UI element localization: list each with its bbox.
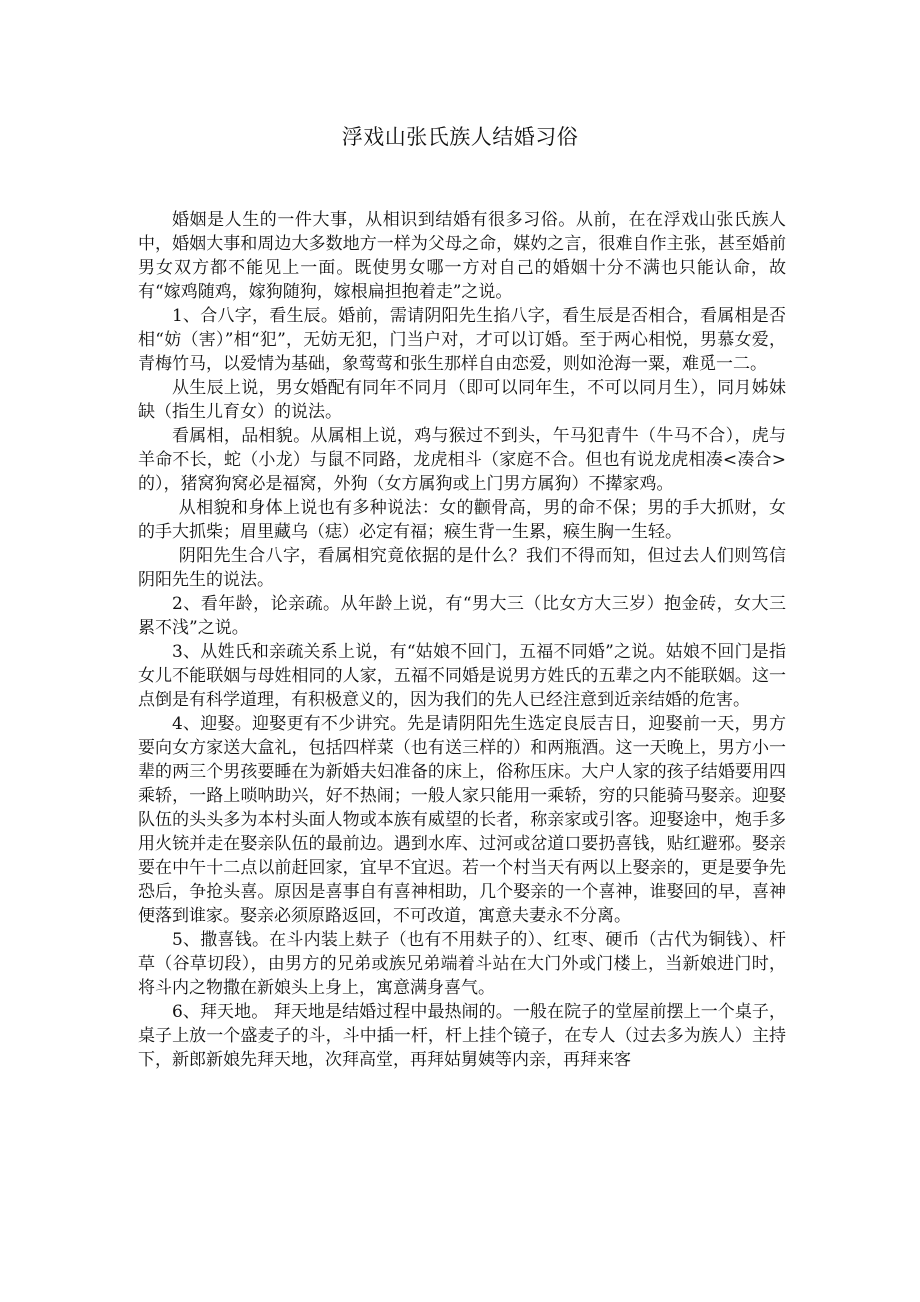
paragraph-section-5: 5、撒喜钱。在斗内装上麸子（也有不用麸子的）、红枣、硬币（古代为铜钱）、杆草（谷草切段），由男方的兄弟或族兄弟端着斗站在大门外或门楼上，当新娘进门时，将斗内之物撒在新娘头上身上，寓意满身喜气。 [138, 930, 786, 998]
paragraph-section-1: 1、合八字，看生辰。婚前，需请阴阳先生掐八字，看生辰是否相合，看属相是否相“妨（害）”相“犯”，无妨无犯，门当户对，才可以订婚。至于两心相悦，男慕女爱，青梅竹马，以爱情为基础，象莺莺和张生那样自由恋爱，则如沧海一粟，难觅一二。 [138, 306, 786, 374]
paragraph-section-4: 4、迎娶。迎娶更有不少讲究。先是请阴阳先生选定良辰吉日，迎娶前一天，男方要向女方家送大盒礼，包括四样菜（也有送三样的）和两瓶酒。这一天晚上，男方小一辈的两三个男孩要睡在为新婚夫妇准备的床上，俗称压床。大户人家的孩子结婚要用四乘轿，一路上唢呐助兴，好不热闹；一般人家只能用一乘轿，穷的只能骑马娶亲。迎娶队伍的头头多为本村头面人物或本族有威望的长者，称亲家或引客。迎娶途中，炮手多用火铳并走在娶亲队伍的最前边。遇到水库、过河或岔道口要扔喜钱，贴红避邪。娶亲要在中午十二点以前赶回家，宜早不宜迟。若一个村当天有两以上娶亲的，更是要争先恐后，争抢头喜。原因是喜事自有喜神相助，几个娶亲的一个喜神，谁娶回的早，喜神便落到谁家。娶亲必须原路返回，不可改道，寓意夫妻永不分离。 [138, 714, 786, 926]
paragraph-section-2: 2、看年龄，论亲疏。从年龄上说，有“男大三（比女方大三岁）抱金砖，女大三累不浅”之说。 [138, 594, 786, 638]
paragraph-intro: 婚姻是人生的一件大事，从相识到结婚有很多习俗。从前，在在浮戏山张氏族人中，婚姻大事和周边大多数地方一样为父母之命，媒妁之言，很难自作主张，甚至婚前男女双方都不能见上一面。既使男女哪一方对自己的婚姻十分不满也只能认命，故有“嫁鸡随鸡，嫁狗随狗，嫁根扁担抱着走”之说。 [138, 210, 786, 302]
paragraph-section-3: 3、从姓氏和亲疏关系上说，有“姑娘不回门，五福不同婚”之说。姑娘不回门是指女儿不能联姻与母姓相同的人家，五福不同婚是说男方姓氏的五辈之内不能联姻。这一点倒是有科学道理，有积极意义的，因为我们的先人已经注意到近亲结婚的危害。 [138, 642, 786, 710]
paragraph-yinyang: 阴阳先生合八字，看属相究竟依据的是什么？我们不得而知，但过去人们则笃信阴阳先生的说法。 [138, 546, 786, 590]
paragraph-appearance: 从相貌和身体上说也有多种说法：女的颧骨高，男的命不保；男的手大抓财，女的手大抓柴；眉里藏乌（痣）必定有福；瘊生背一生累，瘊生胸一生轻。 [138, 498, 786, 542]
document-title: 浮戏山张氏族人结婚习俗 [341, 125, 579, 149]
document-body [138, 208, 786, 1072]
paragraph-zodiac: 看属相，品相貌。从属相上说，鸡与猴过不到头，午马犯青牛（牛马不合），虎与羊命不长，蛇（小龙）与鼠不同路，龙虎相斗（家庭不合。但也有说龙虎相凑<凑合>的），猪窝狗窝必是福窝，外狗（女方属狗或上门男方属狗）不撵家鸡。 [138, 426, 786, 494]
paragraph-section-6: 6、拜天地。 拜天地是结婚过程中最热闹的。一般在院子的堂屋前摆上一个桌子，桌子上放一个盛麦子的斗，斗中插一杆，杆上挂个镜子，在专人（过去多为族人）主持下，新郎新娘先拜天地，次拜高堂，再拜姑舅姨等内亲，再拜来客 [138, 1002, 786, 1070]
paragraph-birth-date: 从生辰上说，男女婚配有同年不同月（即可以同年生，不可以同月生），同月姊妹缺（指生儿育女）的说法。 [138, 378, 786, 422]
